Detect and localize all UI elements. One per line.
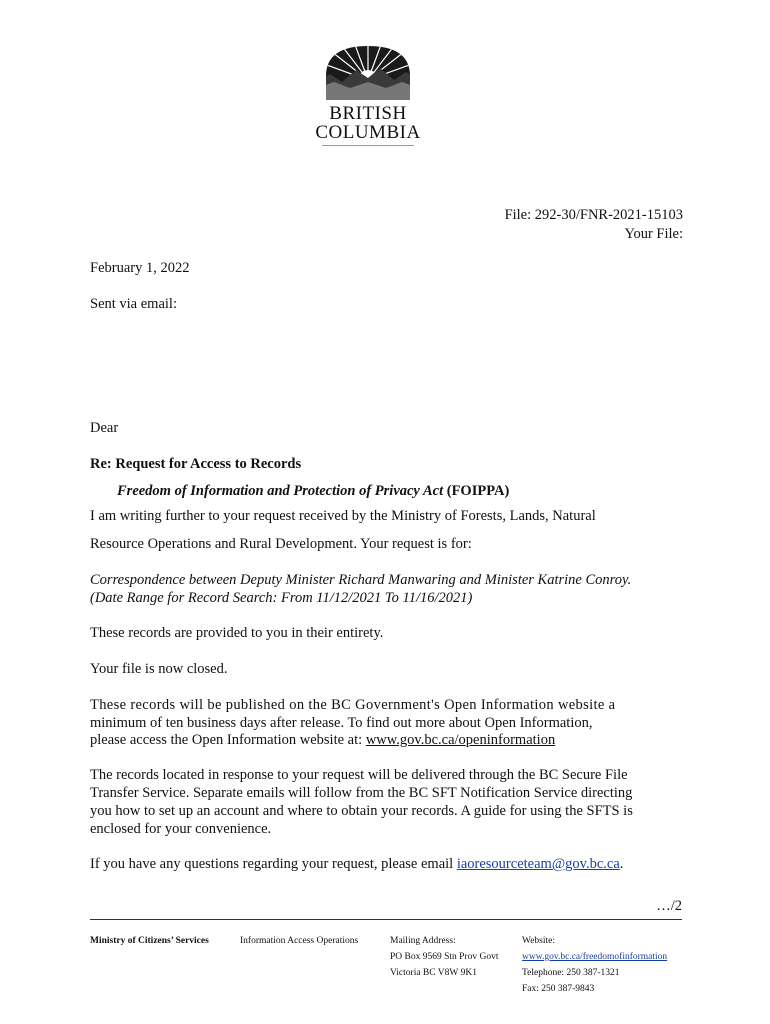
publish-line-3 [90, 731, 675, 750]
publish-line-1: These records will be published on the BC Government's Open Information website a [90, 697, 616, 713]
salutation: Dear [90, 420, 119, 436]
act-abbreviation: (FOIPPA) [443, 483, 510, 499]
sfts-line-2: Transfer Service. Separate emails will follow from the BC SFT Notification Service directing [90, 785, 633, 801]
questions-period: . [619, 856, 624, 872]
letter-date: February 1, 2022 [90, 260, 190, 276]
footer-office: Information Access Operations [240, 936, 359, 946]
fax: Fax: 250 387-9843 [522, 984, 595, 994]
sun-mountains-icon [312, 42, 424, 100]
mailing-label: Mailing Address: [390, 936, 456, 946]
records-provided: These records are provided to you in their entirety. [90, 625, 384, 641]
intro-line-2: Resource Operations and Rural Development. Your request is for: [90, 536, 472, 552]
questions-line [90, 855, 675, 874]
open-information-link[interactable]: www.gov.bc.ca/openinformation [365, 732, 556, 748]
file-closed: Your file is now closed. [90, 661, 228, 677]
bc-government-logo [312, 42, 424, 147]
footer-mailing-address [390, 933, 498, 981]
re-line: Re: Request for Access to Records [90, 456, 302, 472]
website-label: Website: [522, 936, 556, 946]
sent-via-email: Sent via email: [90, 296, 177, 312]
sfts-line-1: The records located in response to your request will be delivered through the BC Secure File [90, 767, 628, 783]
questions-text: If you have any questions regarding your request, please email [90, 856, 457, 872]
logo-text-british: BRITISH [329, 103, 407, 124]
logo-text-columbia: COLUMBIA [315, 122, 421, 143]
footer-ministry: Ministry of Citizens’ Services [90, 936, 209, 946]
footer-contact [522, 933, 667, 997]
act-name: Freedom of Information and Protection of Privacy Act [117, 483, 444, 499]
sfts-line-4: enclosed for your convenience. [90, 821, 272, 837]
publish-line-2: minimum of ten business days after release. To find out more about Open Information, [90, 715, 593, 731]
publish-line-3-text: please access the Open Information website at: [90, 732, 366, 748]
mailing-line-1: PO Box 9569 Stn Prov Govt [390, 952, 499, 962]
request-text-line-2: (Date Range for Record Search: From 11/12/2021 To 11/16/2021) [90, 590, 473, 606]
file-reference-block [505, 206, 683, 244]
act-reference [117, 482, 509, 501]
telephone: Telephone: 250 387-1321 [522, 968, 620, 978]
mailing-line-2: Victoria BC V8W 9K1 [390, 968, 477, 978]
page-continuation: …/2 [656, 898, 682, 914]
request-text-line-1: Correspondence between Deputy Minister Richard Manwaring and Minister Katrine Conroy. [90, 572, 632, 588]
email-link[interactable]: iaoresourceteam@gov.bc.ca [456, 856, 620, 872]
logo-divider [322, 145, 414, 146]
sfts-line-3: you how to set up an account and where to obtain your records. A guide for using the SFTS is [90, 803, 633, 819]
website-link[interactable]: www.gov.bc.ca/freedomofinformation [522, 952, 668, 962]
your-file-label: Your File: [624, 226, 683, 242]
file-number: File: 292-30/FNR-2021-15103 [504, 207, 683, 223]
intro-line-1: I am writing further to your request received by the Ministry of Forests, Lands, Natural [90, 508, 596, 524]
footer-divider [90, 919, 682, 920]
